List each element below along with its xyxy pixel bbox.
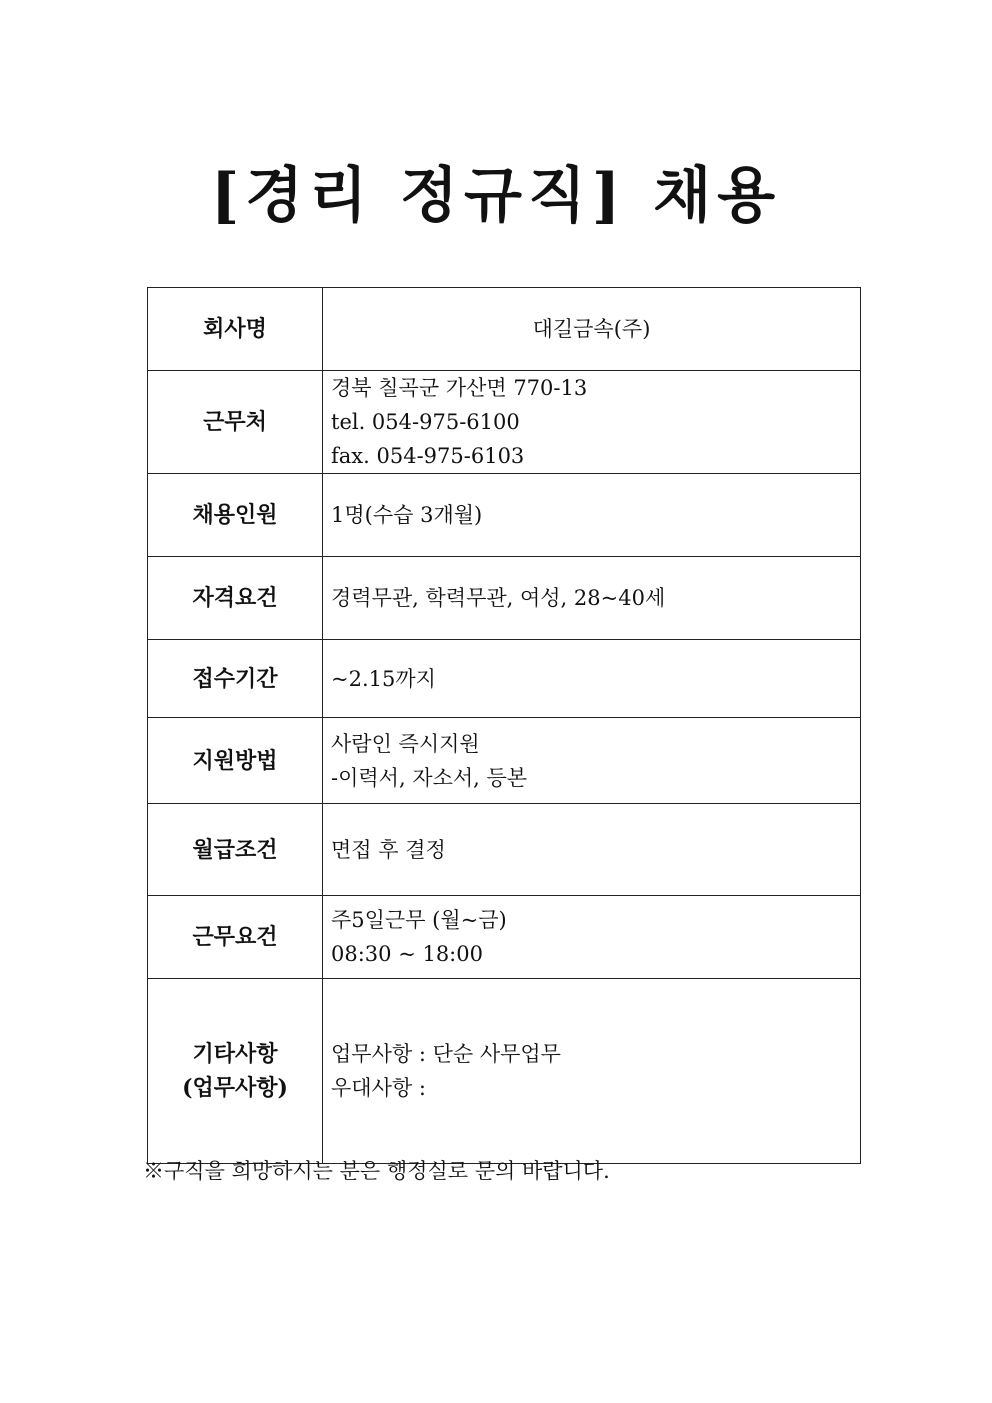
table-row	[148, 371, 861, 474]
other-label-line-1: 기타사항	[192, 1041, 278, 1067]
row-value-application-period	[323, 640, 861, 718]
row-label-salary: 월급조건	[148, 804, 323, 896]
row-label-company: 회사명	[148, 288, 323, 371]
row-label-other	[148, 979, 323, 1164]
contact-footnote: ※구직을 희망하시는 분은 행정실로 문의 바랍니다.	[143, 1159, 610, 1183]
headcount-text: 1명(수습 3개월)	[331, 503, 483, 527]
salary-text: 면접 후 결정	[331, 837, 446, 862]
workplace-address: 경북 칠곡군 가산면 770-13	[331, 376, 588, 400]
row-value-other	[323, 979, 861, 1164]
row-label-application-method: 지원방법	[148, 718, 323, 804]
qualifications-text: 경력무관, 학력무관, 여성, 28~40세	[331, 586, 666, 610]
row-value-work-conditions	[323, 896, 861, 979]
row-label-qualifications: 자격요건	[148, 557, 323, 640]
job-info-table	[147, 287, 861, 1164]
row-label-work-conditions: 근무요건	[148, 896, 323, 979]
preferences-text: 우대사항 :	[331, 1076, 426, 1100]
table-row	[148, 288, 861, 371]
work-days-text: 주5일근무 (월~금)	[331, 908, 507, 932]
table-row	[148, 804, 861, 896]
row-label-workplace: 근무처	[148, 371, 323, 474]
page-title: [경리 정규직] 채용	[210, 161, 782, 231]
table-row	[148, 474, 861, 557]
table-row	[148, 640, 861, 718]
row-label-headcount: 채용인원	[148, 474, 323, 557]
table-row	[148, 718, 861, 804]
table-row	[148, 979, 861, 1164]
application-method-line-2: -이력서, 자소서, 등본	[331, 765, 528, 790]
row-value-headcount	[323, 474, 861, 557]
application-period-text: ~2.15까지	[331, 666, 436, 691]
row-label-application-period: 접수기간	[148, 640, 323, 718]
table-row	[148, 896, 861, 979]
other-label-line-2: (업무사항)	[182, 1075, 288, 1101]
row-value-qualifications	[323, 557, 861, 640]
row-value-company	[323, 288, 861, 371]
workplace-fax: fax. 054-975-6103	[331, 444, 525, 468]
row-value-salary	[323, 804, 861, 896]
company-name: 대길금속(주)	[532, 317, 651, 341]
duties-text: 업무사항 : 단순 사무업무	[331, 1042, 561, 1066]
row-value-application-method	[323, 718, 861, 804]
work-hours-text: 08:30 ~ 18:00	[331, 942, 483, 966]
row-value-workplace	[323, 371, 861, 474]
table-row	[148, 557, 861, 640]
application-method-line-1: 사람인 즉시지원	[331, 731, 480, 756]
workplace-tel: tel. 054-975-6100	[331, 410, 520, 434]
